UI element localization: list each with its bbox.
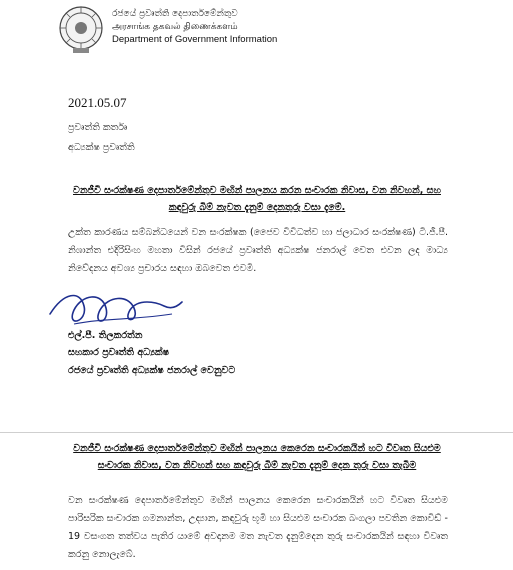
signatory-title: සහකාර ප්‍රවෘත්ති අධ්‍යක්ෂ — [68, 347, 170, 358]
letter-body: උක්ත කාරණය සම්බන්ධයෙන් වන සංරක්ෂක (ජෛව විවිධත්ව හා ජලාධාර සංරක්ෂණ) ටී.ජී.පී. නිශාන්ත එදිරිසිංහ මහතා විසින් රජයේ ප්‍රවෘත්ති අධ්‍යක්ෂ ජනරාල් වෙත එවන ලද මාධ්‍ය නිවේදනය අවශ්‍ය ප්‍රචාරය සඳහා ඔබවෙත එවමි. — [68, 227, 448, 274]
government-emblem — [57, 4, 105, 54]
letter-title: වනජීවී සංරක්ෂණ දෙපාර්තමේන්තුව මඟින් පාලනය කරන සංචාරක නිවාස, වන නිවහන්, සහ කඳවුරු බිම් නැවත දැනුම් දෙනතුරු වසා දැමේ. — [73, 185, 441, 213]
letter-date: 2021.05.07 — [68, 95, 127, 110]
signatory-on-behalf: රජයේ ප්‍රවෘත්ති අධ්‍යක්ෂ ජනරාල් වෙනුවට — [68, 365, 236, 376]
header-english: Department of Government Information — [112, 34, 278, 45]
page-divider — [0, 432, 513, 433]
release-body: වන සංරක්ෂණ දෙපාර්තමේන්තුව මඟින් පාලනය කෙරෙන සංචාරකයින් හට විවෘත සියළුම පාරිසරික සංචාරක ගමනාන්ත, උද්‍යාන, කඳවුරු භූමි හා සියළුම සංචාරක බංගලා පවතින කොවිඩ් - 19 වසංගත තත්වය පැතිර යාමේ අවදානම මත නැවත දැනුම්දෙන තුරු සංචාරකයින් සඳහා විවෘත කරනු නොලැබේ. — [68, 495, 448, 560]
recipient-line-1: ප්‍රවෘත්ති කර්තෘ — [68, 122, 128, 133]
signatory-name: එල්.පී. තිලකරත්න — [68, 330, 143, 341]
header-sinhala: රජයේ ප්‍රවෘත්ති දෙපාර්තමේන්තුව — [112, 9, 238, 19]
recipient-line-2: අධ්‍යක්ෂ ප්‍රවෘත්ති — [68, 142, 135, 153]
release-title: වනජීවී සංරක්ෂණ දෙපාර්තමේන්තුව මඟින් පාලනය කෙරෙන සංචාරකයින් හට විවෘත සියළුම සංචාරක නිවාස, වන නිවහන් සහ කඳවුරු බිම් නැවත දැනුම් දෙන තුරු වසා තැබීම — [73, 443, 441, 471]
header-tamil: அரசாங்க தகவல் திணைக்களம் — [112, 22, 238, 32]
